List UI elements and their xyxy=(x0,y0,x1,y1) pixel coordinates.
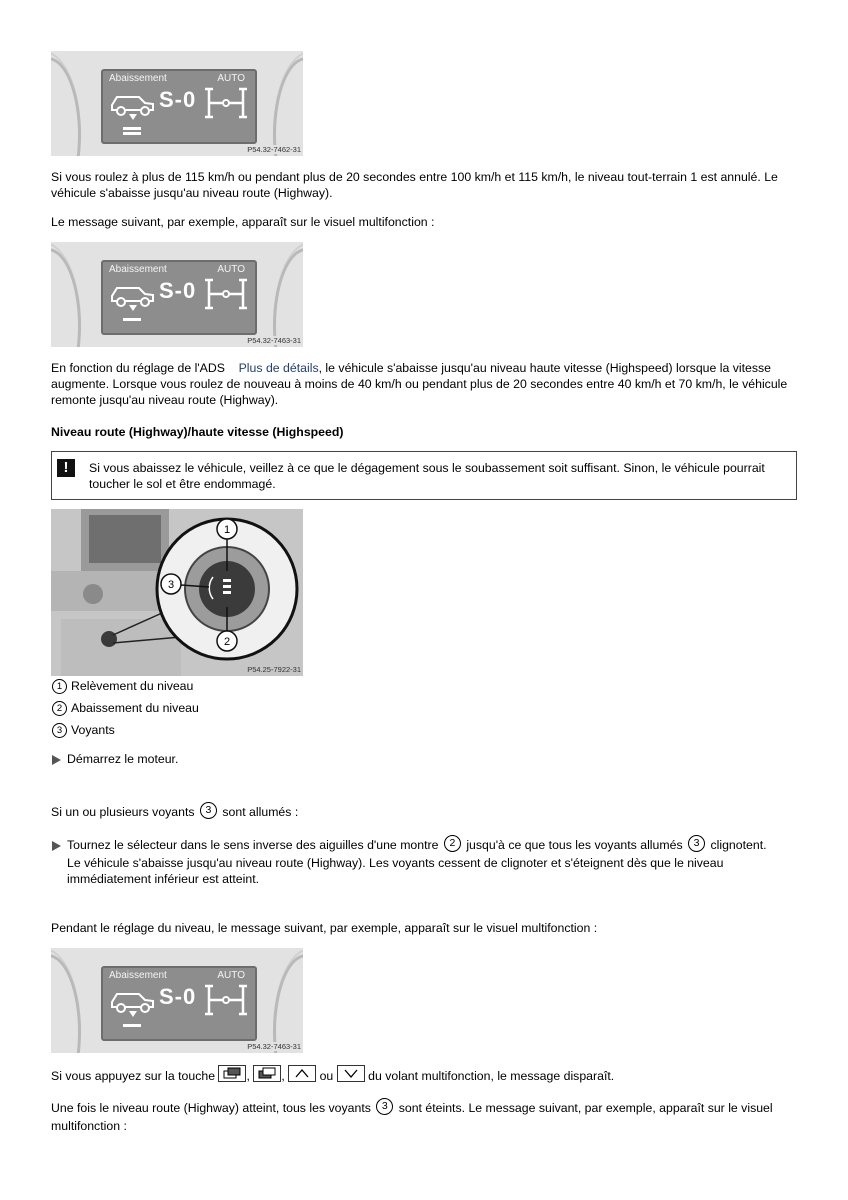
vehicle-lowering-icon xyxy=(109,984,157,1018)
callout-number: 1 xyxy=(52,679,67,694)
axle-icon xyxy=(203,85,249,121)
level-indicator: S-0 xyxy=(159,87,197,112)
legend-item-3: 3 Voyants xyxy=(52,723,115,738)
callout-number: 3 xyxy=(52,723,67,738)
paragraph-speed-limit: Si vous roulez à plus de 115 km/h ou pendant plus de 20 secondes entre 100 km/h et 115 km/h, le niveau tout-terrain 1 est annulé. Le véhicule s'abaisse jusqu'au niveau route (Highway). xyxy=(51,170,778,200)
figure-code: P54.32-7463-31 xyxy=(247,1042,301,1051)
step-turn-selector: Tournez le sélecteur dans le sens inverse des aiguilles d'une montre 2 jusqu'à ce que tous les voyants allumés 3 clignotent. Le véhicule s'abaisse jusqu'au niveau route (Highway). Les voyants cessent de clignoter et s'éteignent dès que le niveau immédiatement inférieur est atteint. xyxy=(52,837,812,887)
warning-icon: ! xyxy=(57,459,75,477)
vehicle-lowering-icon xyxy=(109,278,157,312)
paragraph-highway-reached: Une fois le niveau route (Highway) atteint, tous les voyants 3 sont éteints. Le message suivant, par exemple, apparaît sur le visuel multifonction : xyxy=(51,1100,773,1133)
level-selector-figure xyxy=(51,509,303,676)
display-screen xyxy=(101,966,257,1041)
display-mode: AUTO xyxy=(217,73,245,84)
arrow-down-icon[interactable] xyxy=(337,1065,365,1082)
display-screen xyxy=(101,260,257,335)
display-back-icon[interactable] xyxy=(218,1065,246,1082)
figure-code: P54.32-7463-31 xyxy=(247,336,301,345)
paragraph-lights-on: Si un ou plusieurs voyants 3 sont allumés : xyxy=(51,804,299,819)
console-illustration xyxy=(51,509,303,676)
arrow-up-icon[interactable] xyxy=(288,1065,316,1082)
display-title: Abaissement xyxy=(109,264,167,275)
paragraph-buttons: Si vous appuyez sur la touche , , ou du volant multifonction, le message disparaît. xyxy=(51,1068,811,1085)
callout-3: 3 xyxy=(167,579,175,591)
display-mode: AUTO xyxy=(217,970,245,981)
display-mode: AUTO xyxy=(217,264,245,275)
warning-box xyxy=(51,451,797,500)
step-start-engine: Démarrez le moteur. xyxy=(52,752,178,766)
display-screen xyxy=(101,69,257,144)
legend-item-1: 1 Relèvement du niveau xyxy=(52,679,193,694)
multifunction-display-figure xyxy=(51,242,303,347)
display-title: Abaissement xyxy=(109,73,167,84)
callout-1: 1 xyxy=(223,524,231,536)
vehicle-lowering-icon xyxy=(109,87,157,121)
paragraph-message-intro: Le message suivant, par exemple, apparaît sur le visuel multifonction : xyxy=(51,215,435,229)
legend-item-2: 2 Abaissement du niveau xyxy=(52,701,199,716)
figure-code: P54.32-7462-31 xyxy=(247,145,301,154)
multifunction-display-figure xyxy=(51,948,303,1053)
level-indicator: S-0 xyxy=(159,278,197,303)
level-indicator: S-0 xyxy=(159,984,197,1009)
section-heading: Niveau route (Highway)/haute vitesse (Highspeed) xyxy=(51,425,344,439)
display-forward-icon[interactable] xyxy=(253,1065,281,1082)
more-details-link[interactable]: Plus de détails xyxy=(238,361,319,375)
callout-2: 2 xyxy=(223,636,231,648)
axle-icon xyxy=(203,982,249,1018)
step-arrow-icon xyxy=(52,841,61,851)
display-title: Abaissement xyxy=(109,970,167,981)
multifunction-display-figure xyxy=(51,51,303,156)
paragraph-adjusting: Pendant le réglage du niveau, le message suivant, par exemple, apparaît sur le visuel multifonction : xyxy=(51,921,598,935)
figure-code: P54.25-7922-31 xyxy=(247,665,301,674)
step-arrow-icon xyxy=(52,755,61,765)
warning-text: Si vous abaissez le véhicule, veillez à ce que le dégagement sous le soubassement soit suffisant. Sinon, le véhicule pourrait toucher le sol et être endommagé. xyxy=(89,461,765,491)
paragraph-ads: En fonction du réglage de l'ADS Plus de détails, le véhicule s'abaisse jusqu'au niveau haute vitesse (Highspeed) lorsque la vitesse augmente. Lorsque vous roulez de nouveau à moins de 40 km/h ou pendant plus de 20 secondes entre 40 km/h et 70 km/h, le véhicule remonte jusqu'au niveau route (Highway). xyxy=(51,361,788,407)
axle-icon xyxy=(203,276,249,312)
callout-number: 2 xyxy=(52,701,67,716)
